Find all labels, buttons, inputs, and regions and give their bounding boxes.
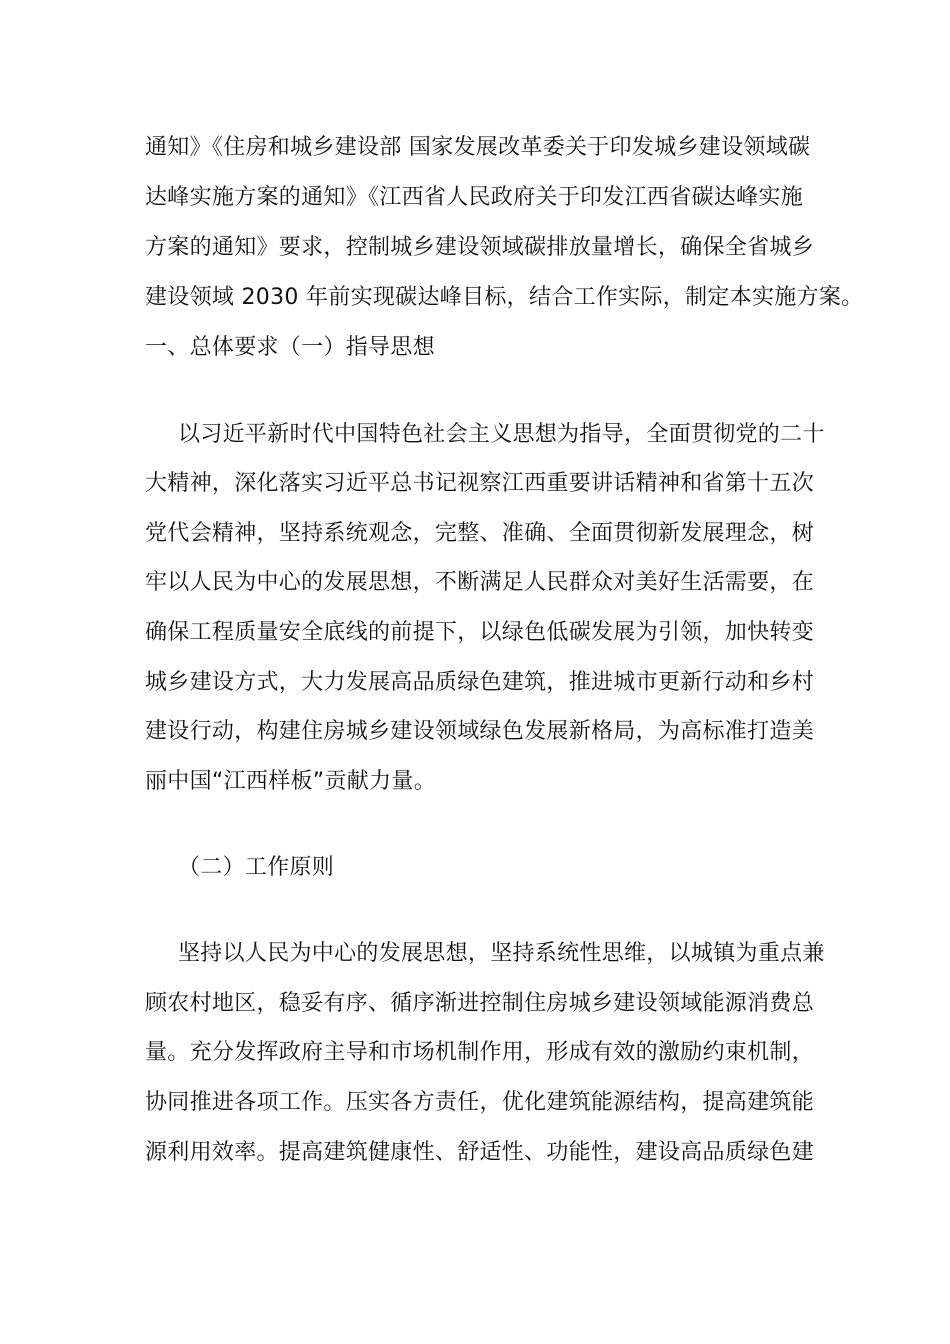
- section-heading-general-requirements: 一、总体要求（一）指导思想: [145, 335, 435, 360]
- paragraph-line: 建设行动，构建住房城乡建设领域绿色发展新格局，为高标准打造美: [145, 719, 815, 744]
- paragraph-line: 以习近平新时代中国特色社会主义思想为指导，全面贯彻党的二十: [178, 422, 825, 447]
- paragraph-line: 党代会精神，坚持系统观念，完整、准确、全面贯彻新发展理念，树: [145, 521, 815, 546]
- paragraph-line: 大精神，深化落实习近平总书记视察江西重要讲话精神和省第十五次: [145, 471, 815, 496]
- paragraph-line: 源利用效率。提高建筑健康性、舒适性、功能性，建设高品质绿色建: [145, 1140, 815, 1165]
- paragraph-line: 协同推进各项工作。压实各方责任，优化建筑能源结构，提高建筑能: [145, 1090, 815, 1115]
- intro-line: 通知》《住房和城乡建设部 国家发展改革委关于印发城乡建设领域碳: [145, 135, 811, 160]
- paragraph-line: 牢以人民为中心的发展思想，不断满足人民群众对美好生活需要，在: [145, 570, 815, 595]
- intro-line: 建设领域 2030 年前实现碳达峰目标，结合工作实际，制定本实施方案。: [145, 285, 864, 310]
- paragraph-line: 量。充分发挥政府主导和市场机制作用，形成有效的激励约束机制，: [145, 1040, 815, 1065]
- paragraph-line: 丽中国“江西样板”贡献力量。: [145, 769, 436, 794]
- intro-line: 方案的通知》要求，控制城乡建设领域碳排放量增长，确保全省城乡: [145, 235, 815, 260]
- paragraph-line: 坚持以人民为中心的发展思想，坚持系统性思维，以城镇为重点兼: [178, 941, 825, 966]
- paragraph-line: 确保工程质量安全底线的前提下，以绿色低碳发展为引领，加快转变: [145, 620, 815, 645]
- intro-line: 达峰实施方案的通知》《江西省人民政府关于印发江西省碳达峰实施: [145, 185, 804, 210]
- paragraph-line: 顾农村地区，稳妥有序、循序渐进控制住房城乡建设领域能源消费总: [145, 991, 815, 1016]
- section-heading-work-principles: （二）工作原则: [178, 855, 335, 880]
- paragraph-line: 城乡建设方式，大力发展高品质绿色建筑，推进城市更新行动和乡村: [145, 670, 815, 695]
